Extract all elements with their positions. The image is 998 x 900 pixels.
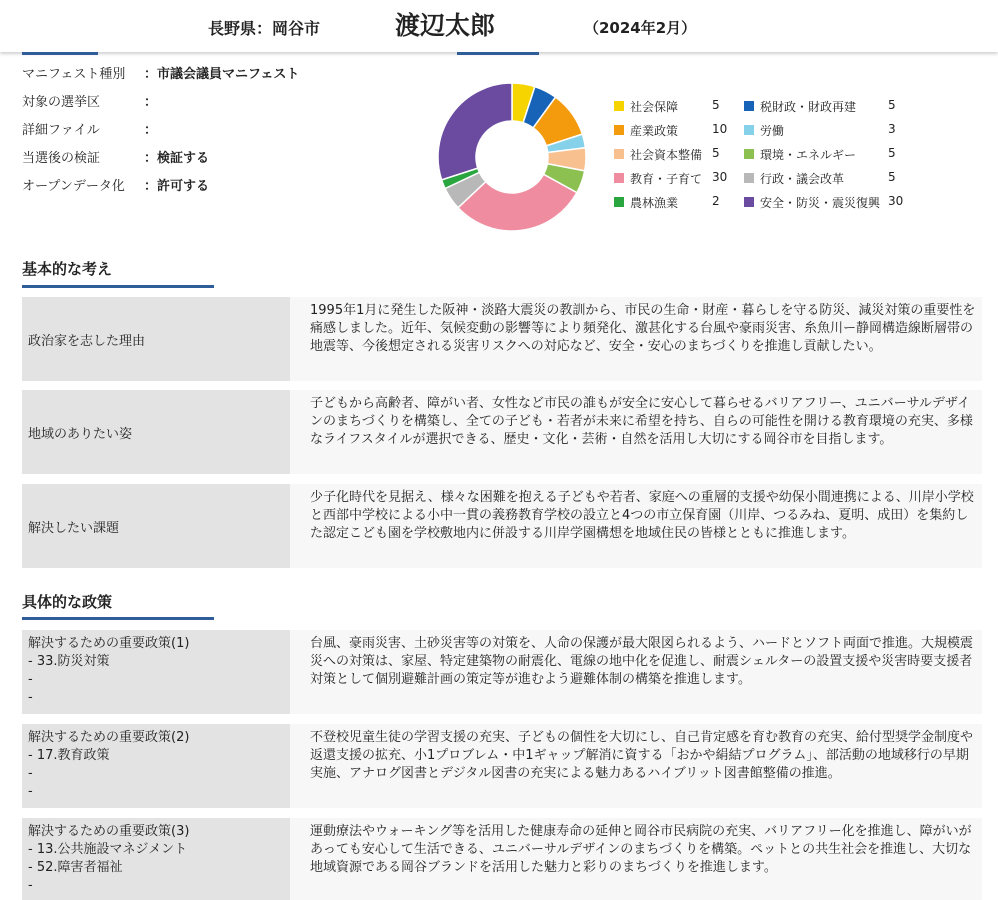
legend-count: 30 xyxy=(888,194,904,208)
header-accent-left xyxy=(22,52,98,55)
legend-label: 労働 xyxy=(760,124,785,138)
legend-label: 教育・子育て xyxy=(630,172,703,186)
legend-swatch xyxy=(614,173,624,183)
prefecture-city: 長野県：岡谷市 xyxy=(208,19,321,38)
policy-item: - 13.公共施設マネジメント xyxy=(28,842,188,857)
legend-swatch xyxy=(744,197,754,207)
legend-count: 5 xyxy=(888,98,896,112)
legend-label: 行政・議会改革 xyxy=(760,172,845,186)
info-label: 当選後の検証 xyxy=(22,151,101,166)
section-underline xyxy=(22,285,214,288)
legend-swatch xyxy=(744,149,754,159)
policy-heading: 解決するための重要政策(3) xyxy=(28,824,190,839)
info-label: マニフェスト種別 xyxy=(22,67,126,82)
legend-count: 30 xyxy=(712,170,728,184)
info-value: ：市議会議員マニフェスト xyxy=(144,67,300,82)
legend-swatch xyxy=(744,101,754,111)
policy-row xyxy=(22,724,982,808)
info-label: 対象の選挙区 xyxy=(22,95,101,110)
page-header xyxy=(0,0,998,52)
info-value: ： xyxy=(144,95,158,110)
legend-label: 環境・エネルギー xyxy=(760,148,857,162)
section-title-basic: 基本的な考え xyxy=(22,260,113,278)
info-value: ：検証する xyxy=(144,151,210,166)
legend-swatch xyxy=(614,197,624,207)
policy-row xyxy=(22,818,982,900)
legend-count: 10 xyxy=(712,122,728,136)
policy-heading: 解決するための重要政策(1) xyxy=(28,636,190,651)
basic-row-text: 少子化時代を見据え、様々な困難を抱える子どもや若者、家庭への重層的支援や幼保小間連携による、川岸小学校と西部中学校による小中一貫の義務教育学校の設立と4つの市立保育園（川岸、つるみね、夏明、成田）を集約した認定こども園を学校敷地内に併設する川岸学園構想を地域住民の皆様とともに推進します。 xyxy=(310,490,974,541)
legend-swatch xyxy=(614,125,624,135)
legend-count: 5 xyxy=(712,146,720,160)
section-underline xyxy=(22,617,214,620)
info-value[interactable]: ： xyxy=(144,123,158,138)
legend-count: 5 xyxy=(888,146,896,160)
policy-row-label xyxy=(22,630,290,714)
policy-item: - 52.障害者福祉 xyxy=(28,860,123,875)
info-label: オープンデータ化 xyxy=(22,179,125,194)
policy-row xyxy=(22,630,982,714)
legend-swatch xyxy=(744,125,754,135)
basic-row-label: 政治家を志した理由 xyxy=(22,297,290,381)
legend-swatch xyxy=(744,173,754,183)
legend-label: 安全・防災・震災復興 xyxy=(760,196,881,210)
legend-count: 5 xyxy=(888,170,896,184)
candidate-name: 渡辺太郎 xyxy=(395,11,496,40)
policy-item: - 33.防災対策 xyxy=(28,654,110,669)
policy-row-text: 運動療法やウォーキング等を活用した健康寿命の延伸と岡谷市民病院の充実、バリアフリー化を推進し、障がいがあっても安心して生活できる、ユニバーサルデザインのまちづくりを構築。ペットとの共生社会を推進し、大切な地域資源である岡谷ブランドを活用した魅力と彩りのまちづくりを推進します。 xyxy=(310,824,972,875)
info-value: ：許可する xyxy=(144,179,210,194)
policy-row-text: 台風、豪雨災害、土砂災害等の対策を、人命の保護が最大限図られるよう、ハードとソフト両面で推進。大規模震災への対策は、家屋、特定建築物の耐震化、電線の地中化を促進し、耐震シェルターの設置支援や災害時要支援者対策として個別避難計画の策定等が進むよう避難体制の構築を推進します。 xyxy=(310,636,974,687)
basic-row xyxy=(22,297,982,381)
legend-label: 農林漁業 xyxy=(630,196,679,210)
header-accent-right xyxy=(457,52,539,55)
policy-item: - 17.教育政策 xyxy=(28,748,110,763)
basic-row-label: 解決したい課題 xyxy=(22,484,290,568)
legend-count: 5 xyxy=(712,98,720,112)
basic-row-text: 子どもから高齢者、障がい者、女性など市民の誰もが安全に安心して暮らせるバリアフリー、ユニバーサルデザインのまちづくりを構築し、全ての子ども・若者が未来に希望を持ち、自らの可能性を開ける教育環境の充実、多様なライフスタイルが選択できる、歴史・文化・芸術・自然を活用し大切にする岡谷市を目指します。 xyxy=(310,396,973,447)
policy-donut-chart xyxy=(436,81,588,233)
policy-row-label xyxy=(22,818,290,900)
policy-heading: 解決するための重要政策(2) xyxy=(28,730,190,745)
policy-item: - xyxy=(28,690,33,705)
legend-count: 2 xyxy=(712,194,720,208)
legend-label: 産業政策 xyxy=(630,124,679,138)
policy-row-text: 不登校児童生徒の学習支援の充実、子どもの個性を大切にし、自己肯定感を育む教育の充実、給付型奨学金制度や返還支援の拡充、小1プロブレム・中1ギャップ解消に資する「おかや絹結プログラム」、部活動の地域移行の早期実施、アナログ図書とデジタル図書の充実による魅力あるハイブリット図書館整備の推進。 xyxy=(310,730,974,781)
legend-label: 税財政・財政再建 xyxy=(760,100,857,114)
policy-row-label xyxy=(22,724,290,808)
basic-row xyxy=(22,390,982,474)
basic-row-label: 地域のありたい姿 xyxy=(22,390,290,474)
basic-row-text: 1995年1月に発生した阪神・淡路大震災の教訓から、市民の生命・財産・暮らしを守る防災、減災対策の重要性を痛感しました。近年、気候変動の影響等により頻発化、激甚化する台風や豪雨災害、糸魚川ー静岡構造線断層帯の地震等、今後想定される災害リスクへの対応など、安全・安心のまちづくりを推進し貢献したい。 xyxy=(310,303,976,354)
donut-slice xyxy=(438,83,512,180)
basic-row xyxy=(22,484,982,568)
legend-label: 社会資本整備 xyxy=(630,148,703,162)
legend-swatch xyxy=(614,149,624,159)
policy-item: - xyxy=(28,672,33,687)
legend-count: 3 xyxy=(888,122,896,136)
legend-swatch xyxy=(614,101,624,111)
policy-item: - xyxy=(28,878,33,893)
legend-label: 社会保障 xyxy=(630,100,679,114)
policy-item: - xyxy=(28,784,33,799)
manifesto-date: （2024年2月） xyxy=(584,19,697,37)
policy-item: - xyxy=(28,766,33,781)
info-label: 詳細ファイル xyxy=(22,123,100,138)
section-title-policies: 具体的な政策 xyxy=(22,593,113,611)
